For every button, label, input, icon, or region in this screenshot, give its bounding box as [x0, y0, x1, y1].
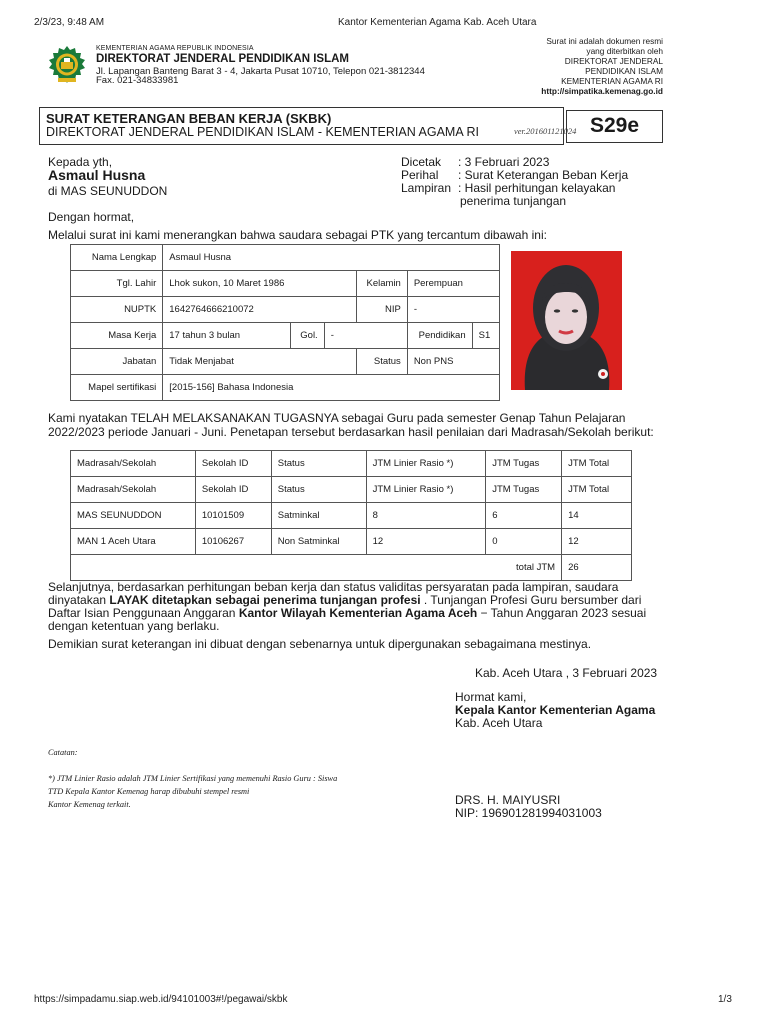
note-line: KEMENTERIAN AGAMA RI — [561, 76, 663, 86]
ptk-gender-value: Perempuan — [407, 271, 499, 297]
table-row — [71, 477, 632, 503]
print-timestamp: 2/3/23, 9:48 AM — [34, 17, 105, 28]
signature-greeting: Hormat kami, — [455, 690, 527, 704]
table-row — [71, 529, 632, 555]
ptk-table — [70, 244, 500, 401]
table-cell: 14 — [562, 503, 632, 529]
kemenag-logo-icon — [46, 45, 88, 85]
eligibility-status: LAYAK ditetapkan sebagai penerima tunjangan profesi — [109, 593, 421, 607]
ptk-photo — [511, 251, 622, 390]
table-cell: Status — [271, 477, 366, 503]
ptk-status-value: Non PNS — [407, 349, 499, 375]
ptk-grade-value: - — [324, 323, 407, 349]
attachment-label: Lampiran — [401, 181, 452, 195]
printed-label: Dicetak — [401, 155, 442, 169]
ptk-education-label: Pendidikan — [407, 323, 472, 349]
note-line: yang diterbitkan oleh — [586, 46, 663, 56]
intro-text: Melalui surat ini kami menerangkan bahwa saudara sebagai PTK yang tercantum dibawah ini: — [48, 228, 547, 242]
table-cell: 0 — [486, 529, 562, 555]
notes-title: Catatan: — [48, 748, 78, 757]
table-header-row — [71, 451, 632, 477]
table-cell: MAN 1 Aceh Utara — [71, 529, 196, 555]
note-line: DIREKTORAT JENDERAL — [564, 56, 663, 66]
col-header: JTM Tugas — [486, 451, 562, 477]
signatory-office: Kab. Aceh Utara — [455, 716, 543, 730]
table-cell: JTM Linier Rasio *) — [366, 477, 486, 503]
table-cell: Sekolah ID — [195, 477, 271, 503]
paragraph-line-1: Selanjutnya, berdasarkan perhitungan beban kerja dan status validitas persyaratan pada lampiran, saudara — [48, 580, 619, 594]
table-cell: MAS SEUNUDDON — [71, 503, 196, 529]
ptk-birth-value: Lhok sukon, 10 Maret 1986 — [163, 271, 356, 297]
signatory-position: Kepala Kantor Kementerian Agama — [455, 703, 656, 717]
table-cell: 8 — [366, 503, 486, 529]
note-url[interactable]: http://simpatika.kemenag.go.id — [541, 86, 663, 96]
table-row — [71, 297, 500, 323]
col-header: JTM Total — [562, 451, 632, 477]
signatory-name: DRS. H. MAIYUSRI — [455, 793, 561, 807]
col-header: JTM Linier Rasio *) — [366, 451, 486, 477]
print-url[interactable]: https://simpadamu.siap.web.id/94101003#!/pegawai/skbk — [34, 994, 288, 1005]
ptk-position-label: Jabatan — [71, 349, 163, 375]
ptk-birth-label: Tgl. Lahir — [71, 271, 163, 297]
recipient-salutation: Kepada yth, — [48, 155, 113, 169]
col-header: Madrasah/Sekolah — [71, 451, 196, 477]
notes-line-1: *) JTM Linier Rasio adalah JTM Linier Sertifikasi yang memenuhi Rasio Guru : Siswa — [48, 774, 338, 783]
note-line: PENDIDIKAN ISLAM — [585, 66, 663, 76]
ptk-subject-label: Mapel sertifikasi — [71, 375, 163, 401]
ptk-position-value: Tidak Menjabat — [163, 349, 356, 375]
document-version: ver.201601121024 — [514, 126, 577, 136]
subject-label: Perihal — [401, 168, 439, 182]
paragraph-line-3 — [48, 606, 646, 620]
attachment-value-cont: penerima tunjangan — [460, 194, 567, 208]
col-header: Sekolah ID — [195, 451, 271, 477]
table-cell: Madrasah/Sekolah — [71, 477, 196, 503]
ptk-tenure-label: Masa Kerja — [71, 323, 163, 349]
ptk-nuptk-label: NUPTK — [71, 297, 163, 323]
ptk-gender-label: Kelamin — [356, 271, 407, 297]
note-line: Surat ini adalah dokumen resmi — [546, 36, 663, 46]
subject-value: : Surat Keterangan Beban Kerja — [458, 168, 629, 182]
ptk-status-label: Status — [356, 349, 407, 375]
table-cell: 12 — [366, 529, 486, 555]
paragraph-text: . Tunjangan Profesi Guru bersumber dari — [420, 593, 642, 607]
paragraph-text: − Tahun Anggaran 2023 sesuai — [477, 606, 647, 620]
col-header: Status — [271, 451, 366, 477]
official-document-note — [463, 36, 663, 96]
table-cell: Satminkal — [271, 503, 366, 529]
place-date: Kab. Aceh Utara , 3 Februari 2023 — [475, 666, 658, 680]
table-cell: 10106267 — [195, 529, 271, 555]
table-row — [71, 349, 500, 375]
total-jtm-value: 26 — [562, 555, 632, 581]
closing-text: Demikian surat keterangan ini dibuat dengan sebenarnya untuk dipergunakan sebagaimana mestinya. — [48, 637, 592, 651]
table-row — [71, 245, 500, 271]
paragraph-line-4: dengan ketentuan yang berlaku. — [48, 619, 220, 633]
table-cell: Non Satminkal — [271, 529, 366, 555]
budget-office: Kantor Wilayah Kementerian Agama Aceh — [238, 606, 478, 620]
greeting: Dengan hormat, — [48, 210, 135, 224]
ministry-name: KEMENTERIAN AGAMA REPUBLIK INDONESIA — [96, 45, 254, 52]
statement-line-1: Kami nyatakan TELAH MELAKSANAKAN TUGASNYA sebagai Guru pada semester Genap Tahun Pelajaran — [48, 411, 626, 425]
total-jtm-label: total JTM — [71, 555, 562, 581]
ptk-nip-value: - — [407, 297, 499, 323]
directorate-address: Jl. Lapangan Banteng Barat 3 - 4, Jakarta Pusat 10710, Telepon 021-3812344 — [96, 66, 425, 77]
document-code-badge: S29e — [566, 110, 663, 143]
ptk-subject-value: [2015-156] Bahasa Indonesia — [163, 375, 500, 401]
directorate-name: DIREKTORAT JENDERAL PENDIDIKAN ISLAM — [96, 53, 350, 65]
table-cell: JTM Tugas — [486, 477, 562, 503]
ptk-name-value: Asmaul Husna — [163, 245, 500, 271]
schools-table — [70, 450, 632, 581]
directorate-fax: Fax. 021-34833981 — [96, 75, 179, 86]
paragraph-text: Daftar Isian Penggunaan Anggaran — [48, 606, 239, 620]
ptk-grade-label: Gol. — [291, 323, 324, 349]
paragraph-line-2 — [48, 593, 641, 607]
ptk-tenure-value: 17 tahun 3 bulan — [163, 323, 291, 349]
ptk-name-label: Nama Lengkap — [71, 245, 163, 271]
signatory-nip: NIP: 196901281994031003 — [455, 806, 602, 820]
table-cell: 6 — [486, 503, 562, 529]
recipient-name: Asmaul Husna — [48, 167, 146, 183]
document-title: SURAT KETERANGAN BEBAN KERJA (SKBK) — [46, 111, 332, 126]
table-cell: 10101509 — [195, 503, 271, 529]
ptk-nip-label: NIP — [356, 297, 407, 323]
table-row — [71, 271, 500, 297]
paragraph-text: dinyatakan — [48, 593, 110, 607]
print-page-title: Kantor Kementerian Agama Kab. Aceh Utara — [338, 17, 537, 28]
title-box — [39, 107, 577, 145]
table-total-row — [71, 555, 632, 581]
print-page-number: 1/3 — [718, 994, 732, 1005]
table-cell: JTM Total — [562, 477, 632, 503]
table-row — [71, 323, 500, 349]
table-cell: 12 — [562, 529, 632, 555]
notes-line-3: Kantor Kemenag terkait. — [48, 800, 131, 809]
recipient-place: di MAS SEUNUDDON — [48, 184, 168, 198]
table-row — [71, 375, 500, 401]
attachment-value: : Hasil perhitungan kelayakan — [458, 181, 616, 195]
table-row — [71, 503, 632, 529]
ptk-nuptk-value: 1642764666210072 — [163, 297, 356, 323]
statement-line-2: 2022/2023 periode Januari - Juni. Penetapan tersebut berdasarkan hasil penilaian dari Madrasah/Sekolah berikut: — [48, 425, 654, 439]
ptk-education-value: S1 — [472, 323, 499, 349]
document-subtitle: DIREKTORAT JENDERAL PENDIDIKAN ISLAM - KEMENTERIAN AGAMA RI — [46, 125, 479, 139]
notes-line-2: TTD Kepala Kantor Kemenag harap dibubuhi stempel resmi — [48, 787, 250, 796]
printed-value: : 3 Februari 2023 — [458, 155, 550, 169]
